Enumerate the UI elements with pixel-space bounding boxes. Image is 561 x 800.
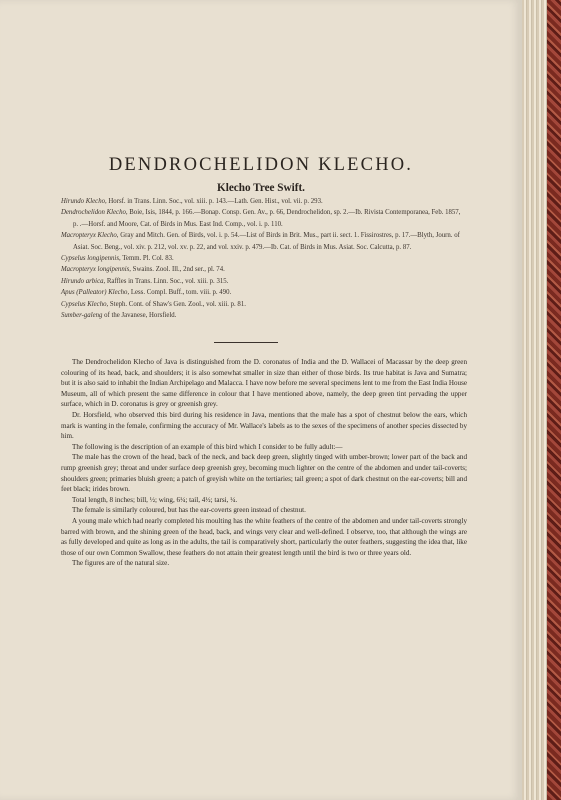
synonym-entry — [61, 230, 461, 253]
synonym-citation: Steph. Cont. of Shaw's Gen. Zool., vol. xiii. p. 81. — [108, 300, 246, 308]
description-text — [61, 357, 467, 569]
synonym-name: Macropteryx longipennis, — [61, 266, 131, 274]
body-paragraph: The male has the crown of the head, back of the neck, and back deep green, slightly tinged with umber-brown; lower part of the back and rump greenish grey; throat and under surface deep greenish grey, becoming much lighter on the centre of the abdomen and under tail-coverts; shoulders green; primaries bluish green; a patch of greyish white on the tertiaries; tail green; a spot of dark chestnut on the ear-coverts; bill and feet black; irides brown. — [61, 453, 467, 494]
synonym-citation: Gray and Mitch. Gen. of Birds, vol. i. p. 54.—List of Birds in Brit. Mus., part ii. sect. 1. Fissirostres, p. 17.—Blyth, Journ. of Asiat. Soc. Beng., vol. xiv. p. 212, vol. xv. p. 22, and vol. xxiv. p. 479.—Ib. Cat. of Birds in Mus. Asiat. Soc. Calcutta, p. 87. — [73, 232, 460, 251]
synonym-name: Cypselus longipennis, — [61, 255, 121, 263]
synonym-entry — [61, 287, 461, 298]
body-paragraph: The following is the description of an example of this bird which I consider to be fully adult:— — [72, 442, 343, 451]
synonym-name: Dendrochelidon Klecho, — [61, 209, 128, 217]
synonym-citation: Swains. Zool. Ill., 2nd ser., pl. 74. — [130, 266, 225, 274]
synonym-name: Macropteryx Klecho, — [61, 232, 119, 240]
synonym-entry — [61, 207, 461, 230]
synonym-name: Apus (Palleator) Klecho, — [61, 289, 130, 297]
synonym-entry — [61, 299, 461, 310]
synonym-citation: Horsf. in Trans. Linn. Soc., vol. xiii. p. 143.—Lath. Gen. Hist., vol. vii. p. 293. — [106, 198, 323, 205]
synonym-entry — [61, 276, 461, 287]
section-divider — [214, 342, 278, 343]
synonym-entry — [61, 253, 461, 264]
synonym-entry — [61, 310, 461, 321]
synonymy-list — [61, 196, 461, 321]
synonym-citation: of the Javanese, Horsfield. — [102, 312, 177, 320]
synonym-name: Sumber-galeng — [61, 312, 103, 320]
body-paragraph: The female is similarly coloured, but has the ear-coverts green instead of chestnut. — [72, 506, 306, 515]
body-paragraph: A young male which had nearly completed his moulting has the white feathers of the centre of the abdomen and under tail-coverts strongly barred with brown, and the shining green of the head, back, and wings very clear and well-defined. I observe, too, that although the wings are as fully developed and quite as long as in the adults, the tail is comparatively short, particularly the outer feathers, suggesting the idea that, like those of our own Common Swallow, these feathers do not attain their greatest length until the bird is two or three years old. — [61, 516, 467, 557]
synonym-name: Hirundo arbica, — [61, 277, 106, 285]
synonym-citation: Boie, Isis, 1844, p. 166.—Bonap. Consp. Gen. Av., p. 66, Dendrochelidon, sp. 2.—Ib. Rivista Contemporanea, Feb. 1857, p. .—Horsf. and Moore, Cat. of Birds in Mus. East Ind. Comp., vol. i. p. 110. — [73, 209, 461, 228]
page-subtitle: Klecho Tree Swift. — [217, 182, 305, 194]
synonym-name: Hirundo Klecho, — [61, 198, 107, 205]
body-paragraph: The Dendrochelidon Klecho of Java is distinguished from the D. coronatus of India and the D. Wallacei of Macassar by the deep green colouring of its head, back, and shoulders; it is also somewhat smaller in size than either of those birds. Its true habitat is Java and Sumatra; but it is also said to inhabit the Indian Archipelago and Malacca. I have now before me several specimens lent to me from the East India House Museum, all of which present the same difference in colour that I have mentioned above, namely, the deep green tint pervading the upper surface, which in D. coronatus is grey or greenish grey. — [61, 358, 467, 409]
synonym-citation: Less. Compl. Buff., tom. viii. p. 490. — [129, 289, 232, 297]
synonym-entry — [61, 196, 461, 207]
book-binding — [547, 0, 561, 800]
synonym-entry — [61, 264, 461, 275]
synonym-name: Cypselus Klecho, — [61, 300, 109, 308]
body-paragraph: Total length, 8 inches; bill, ½; wing, 6¼; tail, 4½; tarsi, ¼. — [72, 495, 238, 504]
body-paragraph: The figures are of the natural size. — [72, 559, 170, 568]
synonym-citation: Temm. Pl. Col. 83. — [120, 255, 174, 263]
synonym-citation: Raffles in Trans. Linn. Soc., vol. xiii. p. 315. — [105, 277, 229, 285]
page-title: DENDROCHELIDON KLECHO. — [108, 155, 414, 175]
body-paragraph: Dr. Horsfield, who observed this bird during his residence in Java, mentions that the male has a spot of chestnut below the ears, which mark is wanting in the female, confirming the accuracy of Mr. Wallace's labels as to the sexes of the specimens of another species dissected by him. — [61, 410, 467, 441]
